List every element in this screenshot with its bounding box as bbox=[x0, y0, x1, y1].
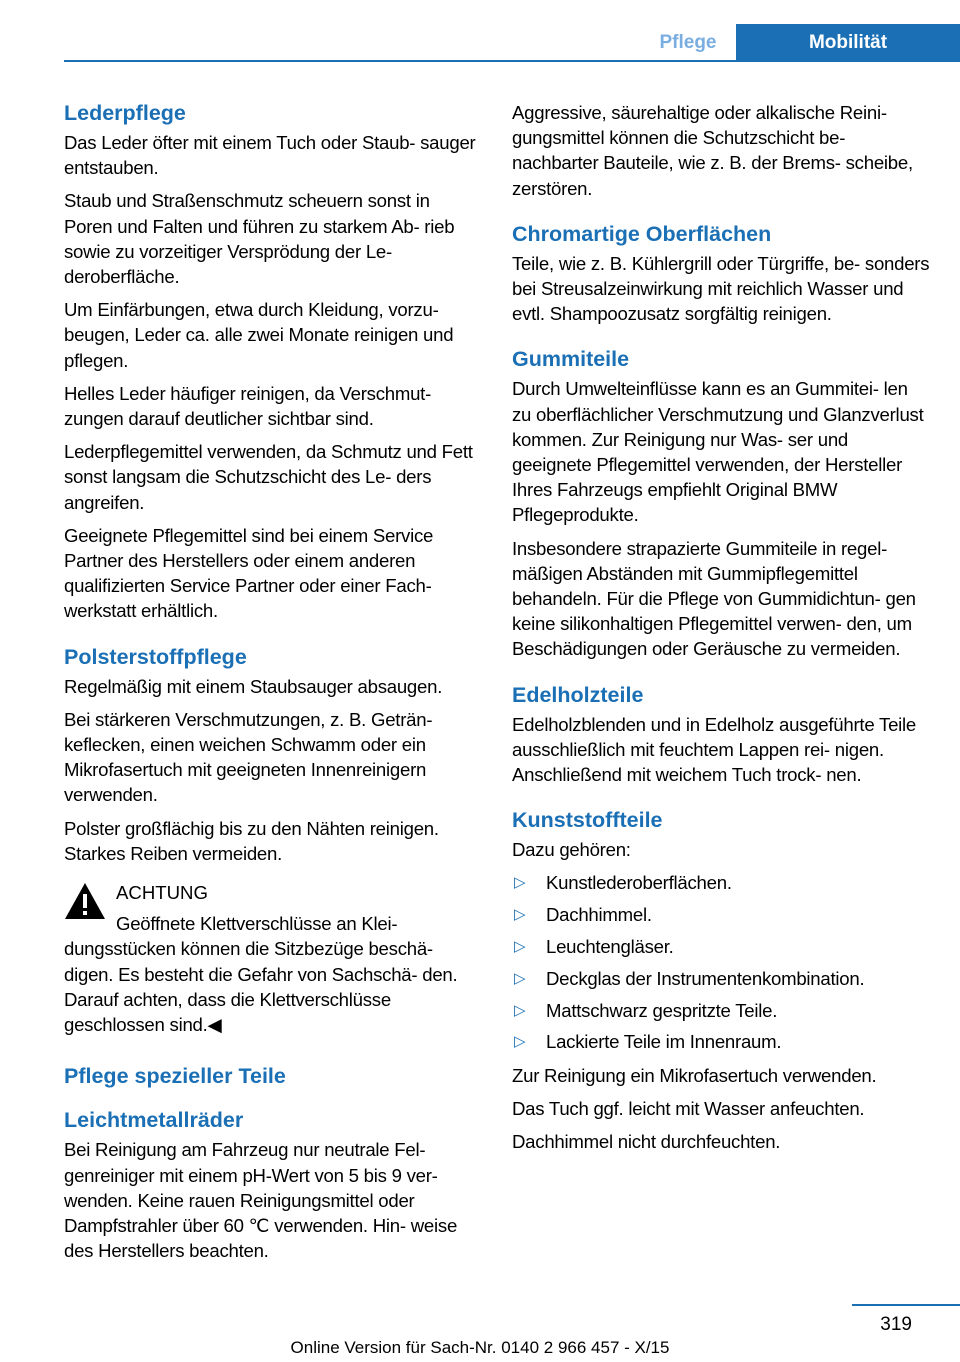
list-item: ▷ Leuchtengläser. bbox=[512, 934, 930, 959]
triangle-bullet-icon: ▷ bbox=[514, 938, 526, 956]
list-item: ▷ Mattschwarz gespritzte Teile. bbox=[512, 998, 930, 1023]
footer-rule bbox=[852, 1304, 960, 1306]
paragraph: Durch Umwelteinflüsse kann es an Gummitei‐ len zu oberflächlicher Verschmutzung und Glanzverlust kommen. Zur Reinigung nur Was‐ ser und geeignete Pflegemittel verwenden, der Hersteller Ihres Fahrzeugs empfiehlt Original BMW Pflegeprodukte. bbox=[512, 378, 924, 526]
right-column bbox=[512, 100, 930, 1162]
paragraph: Lederpflegemittel verwenden, da Schmutz und Fett sonst langsam die Schutzschicht des Le‐ ders angreifen. bbox=[64, 441, 473, 513]
page-number: 319 bbox=[880, 1314, 912, 1335]
heading-gummiteile: Gummiteile bbox=[512, 347, 630, 372]
paragraph: Um Einfärbungen, etwa durch Kleidung, vorzu‐ beugen, Leder ca. alle zwei Monate reinigen und pflegen. bbox=[64, 299, 454, 371]
paragraph: Edelholzblenden und in Edelholz ausgeführte Teile ausschließlich mit feuchtem Lappen rei‐ nigen. Anschließend mit weichem Tuch trock‐ nen. bbox=[512, 713, 917, 786]
warning-text: dungsstücken können die Sitzbezüge beschä‐ digen. Es besteht die Gefahr von Sachschä‐ den. Darauf achten, dass die Klettverschlüsse geschlossen sind.◀ bbox=[64, 938, 458, 1036]
paragraph: Insbesondere strapazierte Gummiteile in regel‐ mäßigen Abständen mit Gummipflegemittel behandeln. Für die Pflege von Gummidichtun‐ gen keine silikonhaltigen Pflegemittel verwen‐ den, um Beschädigungen oder Geräusche zu vermeiden. bbox=[512, 537, 916, 660]
heading-pflege-spezieller-teile: Pflege spezieller Teile bbox=[64, 1064, 286, 1089]
footer-text: Online Version für Sach-Nr. 0140 2 966 457 - X/15 bbox=[290, 1338, 670, 1357]
list-item: ▷ Lackierte Teile im Innenraum. bbox=[512, 1029, 930, 1054]
paragraph: Dachhimmel nicht durchfeuchten. bbox=[512, 1131, 781, 1153]
paragraph: Bei Reinigung am Fahrzeug nur neutrale Fel‐ genreiniger mit einem pH-Wert von 5 bis 9 ver‐ wenden. Keine rauen Reinigungsmittel oder Dampfstrahler über 60 ℃ verwenden. Hin‐ weise des Herstellers beachten. bbox=[64, 1139, 458, 1262]
paragraph: Bei stärkeren Verschmutzungen, z. B. Geträn‐ keflecken, einen weichen Schwamm oder ein Mikrofasertuch mit geeigneten Innenreinigern verwenden. bbox=[64, 708, 433, 806]
left-column bbox=[64, 100, 482, 1271]
triangle-bullet-icon: ▷ bbox=[514, 969, 526, 987]
paragraph: Geeignete Pflegemittel sind bei einem Service Partner des Herstellers oder einem anderen qualifizierten Service Partner oder einer Fach‐ werkstatt erhältlich. bbox=[64, 524, 434, 622]
triangle-bullet-icon: ▷ bbox=[514, 1033, 526, 1051]
paragraph: Staub und Straßenschmutz scheuern sonst in Poren und Falten und führen zu starkem Ab‐ rieb sowie zu vorzeitiger Versprödung der Le‐ deroberfläche. bbox=[64, 190, 455, 288]
triangle-bullet-icon: ▷ bbox=[514, 874, 526, 892]
paragraph: Zur Reinigung ein Mikrofasertuch verwenden. bbox=[512, 1064, 877, 1086]
paragraph: Dazu gehören: bbox=[512, 839, 631, 861]
heading-chromartige-oberflaechen: Chromartige Oberflächen bbox=[512, 221, 772, 246]
heading-polsterstoffpflege: Polsterstoffpflege bbox=[64, 644, 247, 669]
bullet-list bbox=[512, 870, 930, 1054]
paragraph: Aggressive, säurehaltige oder alkalische Reini‐ gungsmittel können die Schutzschicht be‐ nachbarter Bauteile, wie z. B. der Brems‐ scheibe, zerstören. bbox=[512, 102, 913, 199]
heading-lederpflege: Lederpflege bbox=[64, 101, 186, 125]
list-item: ▷ Kunstlederoberflächen. bbox=[512, 870, 930, 895]
paragraph: Regelmäßig mit einem Staubsauger absaugen. bbox=[64, 675, 443, 697]
heading-edelholzteile: Edelholzteile bbox=[512, 682, 644, 707]
warning-title: ACHTUNG bbox=[116, 882, 208, 904]
tab-pflege[interactable]: Pflege bbox=[640, 24, 736, 62]
triangle-bullet-icon: ▷ bbox=[514, 1001, 526, 1019]
warning-text: Geöffnete Klettverschlüsse an Klei‐ bbox=[116, 913, 398, 935]
warning-box bbox=[64, 880, 482, 1037]
list-item: ▷ Dachhimmel. bbox=[512, 902, 930, 927]
header-rule bbox=[64, 60, 960, 62]
heading-leichtmetallraeder: Leichtmetallräder bbox=[64, 1108, 244, 1133]
paragraph: Helles Leder häufiger reinigen, da Verschmut‐ zungen darauf deutlicher sichtbar sind. bbox=[64, 382, 432, 430]
heading-kunststoffteile: Kunststoffteile bbox=[512, 808, 663, 833]
paragraph: Teile, wie z. B. Kühlergrill oder Türgriffe, be‐ sonders bei Streusalzeinwirkung mit reichlich Wasser und evtl. Shampoozusatz sorgfältig reinigen. bbox=[512, 252, 930, 325]
warning-triangle-icon bbox=[64, 882, 106, 920]
paragraph: Das Leder öfter mit einem Tuch oder Staub‐ sauger entstauben. bbox=[64, 132, 476, 179]
paragraph: Das Tuch ggf. leicht mit Wasser anfeuchten. bbox=[512, 1097, 865, 1119]
tab-mobilitaet[interactable]: Mobilität bbox=[736, 24, 960, 62]
list-item: ▷ Deckglas der Instrumentenkombination. bbox=[512, 966, 930, 991]
triangle-bullet-icon: ▷ bbox=[514, 906, 526, 924]
paragraph: Polster großflächig bis zu den Nähten reinigen. Starkes Reiben vermeiden. bbox=[64, 817, 439, 864]
